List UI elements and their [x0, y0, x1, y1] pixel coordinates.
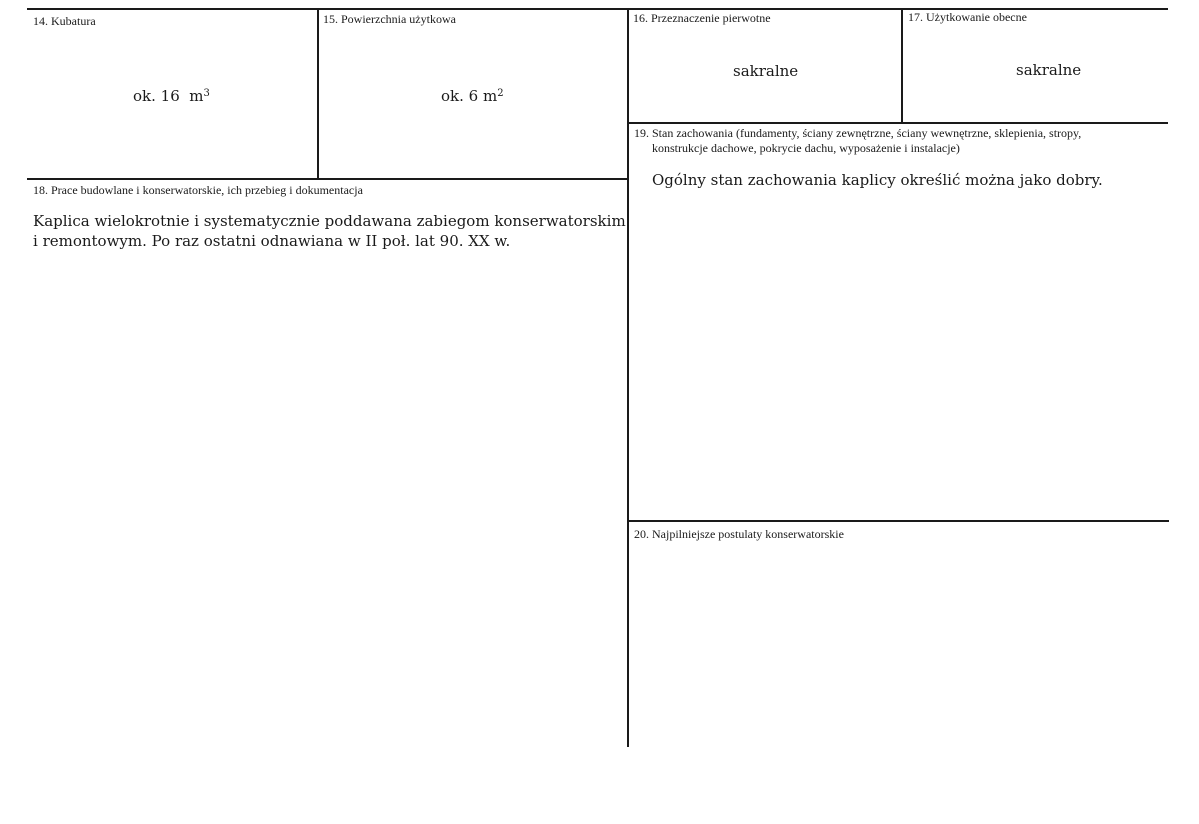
- divider-16-17: [901, 9, 903, 123]
- divider-row-14-18: [27, 178, 628, 180]
- field-15-value-number: ok. 6: [441, 87, 479, 105]
- field-19-label-line-2: konstrukcje dachowe, pokrycie dachu, wyposażenie i instalacje): [652, 141, 960, 155]
- field-15-value-unit: m: [482, 87, 498, 105]
- field-15-label: 15. Powierzchnia użytkowa: [323, 12, 456, 26]
- divider-row-16-19: [628, 122, 1168, 124]
- field-14-value-unit: m: [189, 87, 204, 105]
- field-19-label-line-1: 19. Stan zachowania (fundamenty, ściany zewnętrzne, ściany wewnętrzne, sklepienia, stropy,: [634, 126, 1082, 140]
- field-19-text: Ogólny stan zachowania kaplicy określić można jako dobry.: [652, 171, 1103, 189]
- field-18-text-line-1: Kaplica wielokrotnie i systematycznie poddawana zabiegom konserwatorskim: [33, 212, 626, 230]
- field-16-label: 16. Przeznaczenie pierwotne: [633, 11, 771, 25]
- divider-14-15: [317, 9, 319, 180]
- field-15-value: [441, 87, 504, 106]
- center-divider: [627, 9, 629, 747]
- field-17-value: sakralne: [1016, 61, 1082, 79]
- field-15-value-exponent: 2: [497, 88, 504, 99]
- field-14-value: [133, 87, 210, 106]
- field-18-text-line-2: i remontowym. Po raz ostatni odnawiana w II poł. lat 90. XX w.: [33, 232, 511, 250]
- field-20-label: 20. Najpilniejsze postulaty konserwatorskie: [634, 527, 844, 541]
- field-17-label: 17. Użytkowanie obecne: [908, 10, 1027, 24]
- field-18-label: 18. Prace budowlane i konserwatorskie, ich przebieg i dokumentacja: [33, 183, 363, 197]
- field-14-value-exponent: 3: [203, 88, 210, 99]
- field-14-label: 14. Kubatura: [33, 14, 96, 28]
- field-14-value-number: ok. 16: [133, 87, 180, 105]
- field-16-value: sakralne: [733, 62, 799, 80]
- divider-row-19-20: [628, 520, 1169, 522]
